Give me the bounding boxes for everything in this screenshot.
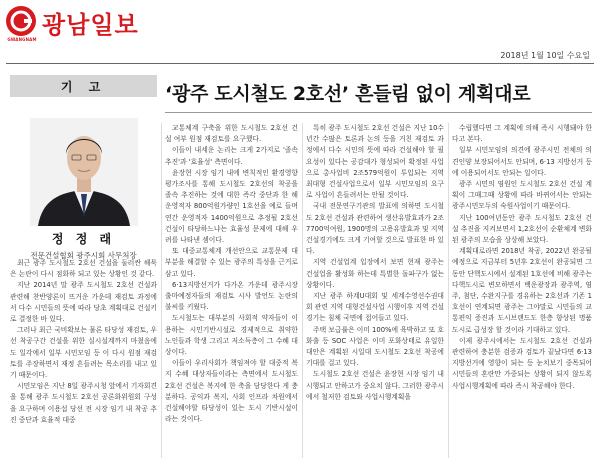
column-divider bbox=[302, 123, 303, 458]
issue-date: 2018년 1월 10일 수요일 bbox=[500, 51, 590, 60]
paragraph: 최근 광주 도시철도 2호선 건설을 둘러싼 해묵은 논란이 다시 점화하 되고 있는 상황인 것 같다. bbox=[10, 259, 157, 279]
paragraph: 도시철도는 대부분의 사회적 약자들이 이용하는 시민기반시설로 경제적으로 취약한 노인들과 학생 그리고 저소득층이 그 수혜 대상이다. bbox=[165, 314, 298, 357]
paragraph: 주택 보급률은 이미 100%에 육박하고 또 호화출 등 SOC 사업은 이미 포화상태로 유일한 대안은 계획된 시일대 도시철도 2호선 착공에 기대를 걸고 있다. bbox=[306, 325, 444, 368]
paragraph: 계획대로라면 2018년 착공, 2022년 완공될 예정으로 지금부터 5년후 2호선이 완공되면 그동안 단핵도시에서 설계된 1호선에 비해 광주는 다핵도시로 변모하면서 백운광장과 광주역, 염주, 첨단, 수완지구를 경유하는 2호선과 기존 1호선이 연계되면 광주는 그야말로 시민들의 교통편익 증진과 도시브랜드도 한층 향상된 명품도시로 급성장 할 것이라 기대하고 있다. bbox=[452, 247, 592, 334]
headline-divider bbox=[165, 112, 592, 113]
paragraph: 일부 시민모임의 의견에 광주시민 전체의 의견인양 보장되어서도 안되며, 6·13 지방선거 등에 이용되어서도 안되는 일이다. bbox=[452, 146, 592, 177]
newspaper-name: 광남일보 bbox=[42, 11, 139, 39]
paragraph: 특히 광주 도시철도 2호선 건설은 지난 10수년간 수많은 토론과 논의 등을 거친 재검토 과정에서 다수 시민의 뜻에 따라 건설해야 할 필요성이 있다는 공감대가 형성되어 확정된 사업으로 총사업비 2조579억원이 투입되는 지역 최대형 건설사업으로서 일부 시민모임의 요구로 사업이 흔들려서는 안될 것이다. bbox=[306, 124, 444, 200]
author-photo bbox=[30, 118, 138, 226]
paragraph: 시민모임은 지난 8일 광주시청 앞에서 기자회견을 통해 광주 도시철도 2호선 공론화위원회 구성을 요구하며 이용섭 당선 전 시장 임기 내 착공 추진 중단과 효율적 대중 bbox=[10, 382, 157, 424]
paragraph: 지난 광주 하계U대회 및 세계수영선수권대회 관련 지역 대형건설사업 시행이후 지역 건설경기는 침체 국면에 접어들고 있다. bbox=[306, 292, 444, 323]
paragraph: 이제 광주시에서는 도시철도 2호선 건설과 관련하여 충분한 검증과 검토가 끝났다면 6·13지방선거에 영향이 되는 등 눈치보기 중목되어 시민들의 혼란만 가중되는 상황이 되지 않도록 사업시행계획에 따라 즉시 착공해야 한다. bbox=[452, 336, 592, 390]
paragraph: 6·13지방선거가 다가온 가운데 광주시장 출마예정자들의 재검토 시사 발언도 논란의 불씨를 키웠다. bbox=[165, 280, 298, 312]
article-column-4 bbox=[452, 123, 592, 458]
paragraph: 또 대중교통체계 개선안으로 교통문제 대부분을 해결할 수 있는 광주의 특성을 근거로 삼고 있다. bbox=[165, 247, 298, 278]
paragraph: 지역 건설업계 입장에서 보면 현재 광주는 건설업을 활성화 하는데 특별한 돌파구가 없는 상황이다. bbox=[306, 258, 444, 289]
paragraph: 이들이 내세운 논리는 크게 2가지로 '졸속 추진'과 '효율성' 측면이다. bbox=[165, 146, 298, 166]
column-divider bbox=[448, 123, 449, 458]
masthead-divider bbox=[6, 63, 594, 64]
newspaper-name-en: GWANGNAM bbox=[7, 37, 37, 42]
section-label: 기 고 bbox=[10, 75, 157, 97]
article-column-1 bbox=[10, 258, 157, 458]
newspaper-logo[interactable] bbox=[4, 4, 139, 44]
column-divider bbox=[161, 123, 162, 458]
paragraph: 국내 전문연구기관의 발표에 의하면 도시철도 2호선 건설과 관련하여 생산유발효과가 2조7700억여원, 1900명의 고용유발효과 및 지역 건설경기에도 크게 기여할 것으로 발표한 바 있다. bbox=[306, 202, 444, 256]
article-column-3 bbox=[306, 123, 444, 458]
author-byline bbox=[10, 230, 157, 261]
paragraph: 그러나 최근 국비확보는 물론 타당성 재검토, 우선 착공구간 건설을 위한 실시설계까지 마쳤음에도 일각에서 일부 시민모임 등 이 다시 원점 재검토를 주장하면서 재정 흔들려는 목소리를 내고 있기 때문이다. bbox=[10, 326, 157, 380]
author-title: 전문건설협회 광주시회 사무처장 bbox=[30, 251, 137, 260]
paragraph: 지난 2014년 말 광주 도시철도 2호선 건설과 관련해 찬반양론이 뜨거운 가운데 재검토 과정에서 다수 시민들의 뜻에 따라 당초 계획대로 건설키로 결정한 바 있다. bbox=[10, 281, 157, 324]
author-name: 정 정 래 bbox=[51, 232, 116, 246]
masthead bbox=[0, 0, 600, 48]
paragraph: 윤장현 시장 임기 내에 변칙적인 환경영향평가조사를 통해 도시철도 2호선의 착공을 졸속 추진하는 것에 대한 즉각 중단과 한 해 운영적자 800억원가량인 1호선을 예로 들며 연간 운영적자 1400억원으로 추정될 2호선 건설이 타당하느냐는 효율성 문제에 대해 우려를 나타낸 셈이다. bbox=[165, 168, 298, 245]
paragraph: 교통체계 구축을 위한 도시철도 2호선 건설 여부 원점 재검토를 요구했다. bbox=[165, 124, 298, 144]
logo-emblem-icon bbox=[6, 6, 36, 36]
article-headline: ‘광주 도시철도 2호선’ 흔들림 없이 계획대로 bbox=[165, 83, 531, 105]
paragraph: 수립했다면 그 계획에 의해 즉시 시행돼야 한다고 본다. bbox=[452, 124, 592, 144]
paragraph: 지난 100여년동안 광주 도시철도 2호선 건설 추진을 지켜보면서 1,2호선이 순환체계 변화된 광주의 모습을 상상해 보았다. bbox=[452, 213, 592, 245]
article-column-2 bbox=[165, 123, 298, 458]
paragraph: 도시철도 2호선 건설은 윤장현 시장 임기 내 시행되고 안하고가 중요치 않다. 그러한 광주시에서 철저한 검토와 사업시행계획을 bbox=[306, 370, 444, 401]
paragraph: 광주 시민의 염원인 도시철도 2호선 건설 계획이 그때그때 상황에 따라 바뀌어서는 안되는 광주시민모두의 숙원사업이기 때문이다. bbox=[452, 180, 592, 211]
paragraph: 이들이 우리사회가 책임져야 할 대중적 복지 수혜 대상자들이라는 측면에서 도시철도 2호선 건설은 복지에 한 축을 담당한다 게 충분하다. 공익과 복지, 사회 인프라 차원에서 건설해야할 타당성이 있는 도시 기반시설이라는 것이다. bbox=[165, 359, 298, 424]
